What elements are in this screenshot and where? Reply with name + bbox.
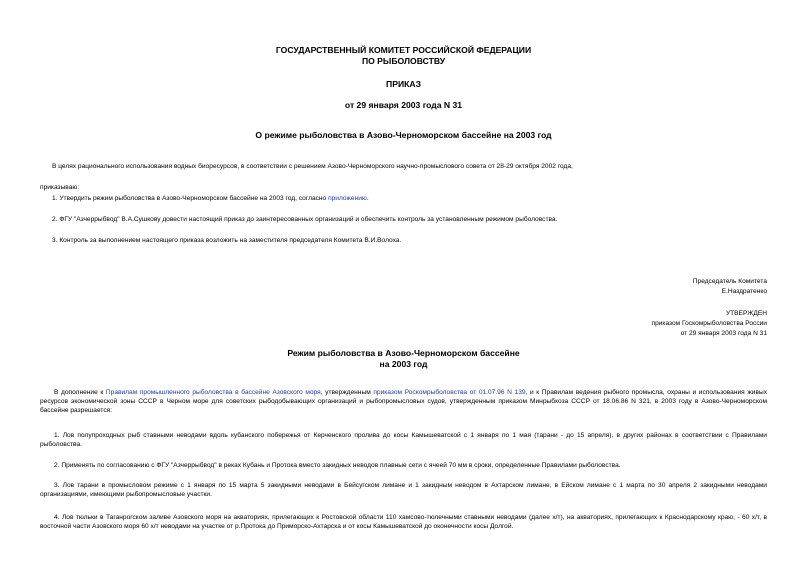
appendix-item-3: 3. Лов тарани в промысловом режиме с 1 января по 15 марта 5 закидными неводами в Бейсугском лимане и 1 закидным неводом в Ахтарском лимане, в Ейском лимане с 1 марта по 30 апреля 2 закидными неводами организациями, имеющими рыбопромысловые участки. (40, 482, 767, 499)
approval-line-2: приказом Госкомрыболовства России (651, 320, 767, 327)
signature-position: Председатель Комитета (692, 278, 767, 285)
appendix-title-line2: на 2003 год (379, 359, 428, 369)
order-command: приказываю: (40, 184, 80, 191)
order-preamble: В целях рационального использования водных биоресурсов, в соответствии с решением Азово-Черноморского научно-промыслового совета от 28-29 октября 2002 года, (52, 163, 573, 170)
order-139-link[interactable]: приказом Роскомрыболовства от 01.07.96 N 139 (373, 389, 526, 396)
document-date: от 29 января 2003 года N 31 (344, 100, 463, 110)
committee-name-line2: ПО РЫБОЛОВСТВУ (361, 56, 446, 66)
intro-text-c: , и к Правилам ведения рыбного промысла, охраны и использования живых ресурсов экономической зоны СССР в Черном море для советских рыбодобывающих организаций и рыбопромысловых судов, утвержденным приказом Минрыбхоза СССР от 18.06.86 N 321, в 2003 году в Азово-Черноморском бассейне разрешается: (40, 389, 767, 415)
appendix-title-line1: Режим рыболовства в Азово-Черноморском бассейне (287, 348, 520, 358)
appendix-item-4: 4. Лов тюльки в Таганрогском заливе Азовского моря на акваториях, прилегающих к Ростовской области 110 хамсово-тюлечными ставными неводами (далее х/т), на акваториях, прилегающих к Краснодарскому краю, - 60 х/т, в восточной части Азовского моря 60 х/т неводами на участке от р.Протока до Приморско-Ахтарска и от косы Камышеватской до оконечности косы Долгой. (40, 514, 767, 531)
approval-line-3: от 29 января 2003 года N 31 (680, 330, 767, 337)
order-item-1 (52, 194, 369, 203)
approval-line-1: УТВЕРЖДЕН (725, 310, 767, 317)
intro-text-b: , утвержденным (320, 389, 374, 396)
document-title: О режиме рыболовства в Азово-Черноморском бассейне на 2003 год (255, 130, 552, 140)
intro-text-a: В дополнение к (54, 389, 106, 396)
order-item-1-text: 1. Утвердить режим рыболовства в Азово-Черноморском бассейне на 2003 год, согласно (52, 195, 329, 202)
order-item-3: 3. Контроль за выполнением настоящего приказа возложить на заместителя председателя Комитета В.И.Волоха. (52, 237, 402, 244)
appendix-link[interactable]: приложению (328, 195, 367, 202)
order-item-1-end: . (366, 195, 369, 202)
order-item-2: 2. ФГУ "Азчеррыбвод" В.А.Сушкову довести настоящий приказ до заинтересованных организаций и обеспечить контроль за установленным режимом рыболовства. (52, 216, 558, 223)
appendix-item-2: 2. Применять по согласованию с ФГУ "Азчеррыбвод" в реках Кубань и Протока вместо закидных неводов плавные сети с ячеей 70 мм в сроки, определенные Правилами рыболовства. (54, 462, 621, 469)
fishing-rules-link[interactable]: Правилам промышленного рыболовства в бассейне Азовского моря (105, 389, 321, 396)
appendix-item-1: 1. Лов полупроходных рыб ставными неводами вдоль кубанского побережья от Керченского пролива до косы Камышеватской с 1 января по 1 мая (тарани - до 15 апреля), в других районах в соответствии с Правилами рыболовства. (40, 432, 767, 449)
document-type: ПРИКАЗ (386, 79, 421, 89)
appendix-intro (40, 388, 767, 416)
signature-name: Е.Наздратенко (721, 288, 767, 295)
committee-name-line1: ГОСУДАРСТВЕННЫЙ КОМИТЕТ РОССИЙСКОЙ ФЕДЕРАЦИИ (275, 45, 532, 55)
